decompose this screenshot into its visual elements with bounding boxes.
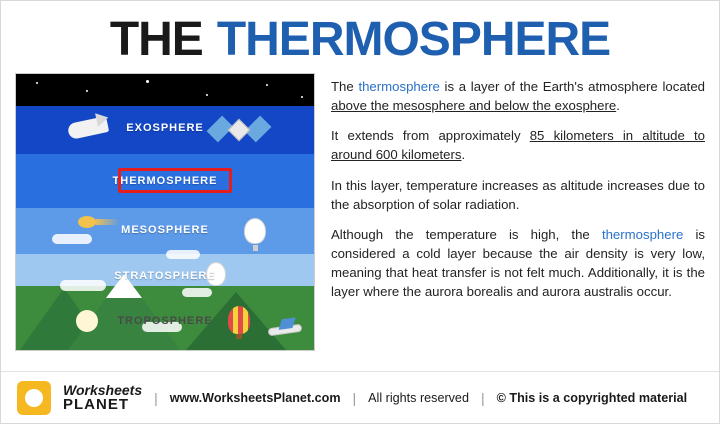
text-segment: is considered a cold layer because the air density is very low, meaning that heat transfer is not felt much. Additionally, it is the layer where the aurora borealis and aurora australis occur. bbox=[331, 226, 705, 300]
layer-label-exosphere: EXOSPHERE bbox=[126, 122, 204, 134]
text-segment: It extends from approximately bbox=[331, 128, 530, 144]
definition-text bbox=[331, 73, 705, 357]
layer-label-thermosphere: THERMOSPHERE bbox=[112, 175, 218, 187]
paragraph-3 bbox=[331, 176, 705, 214]
star-icon bbox=[86, 90, 88, 92]
title-word-the: THE bbox=[109, 12, 203, 66]
worksheets-planet-logo-icon bbox=[17, 381, 51, 415]
footer-site-url: www.WorksheetsPlanet.com bbox=[169, 390, 341, 405]
star-icon bbox=[266, 84, 268, 86]
footer-bar bbox=[1, 371, 719, 423]
footer-divider: | bbox=[352, 389, 357, 406]
star-icon bbox=[146, 80, 149, 83]
title-word-main: THERMOSPHERE bbox=[216, 12, 611, 66]
content-area bbox=[1, 73, 719, 357]
cloud-icon bbox=[182, 288, 212, 297]
brand-line-1: Worksheets bbox=[63, 381, 143, 398]
brand-line-2: PLANET bbox=[63, 395, 129, 413]
text-segment: is a layer of the Earth's atmosphere located bbox=[439, 79, 705, 94]
text-segment: . bbox=[616, 98, 620, 114]
footer-copyright: © This is a copyrighted material bbox=[496, 390, 688, 405]
footer-divider: | bbox=[480, 389, 485, 406]
layer-label-troposphere: TROPOSPHERE bbox=[117, 315, 213, 327]
thermosphere-highlight-box bbox=[118, 168, 232, 193]
star-icon bbox=[301, 96, 303, 98]
layer-label-stratosphere: STRATOSPHERE bbox=[114, 270, 216, 282]
cloud-icon bbox=[166, 250, 200, 259]
brand-logo bbox=[63, 383, 142, 413]
text-segment: above the mesosphere and below the exosphere bbox=[331, 98, 617, 114]
text-segment: thermosphere bbox=[601, 226, 684, 242]
text-segment: 85 kilometers in altitude to around 600 kilometers bbox=[331, 128, 705, 163]
star-icon bbox=[36, 82, 38, 84]
space-band bbox=[16, 74, 314, 106]
text-segment: In this layer, temperature increases as altitude increases due to the absorption of solar radiation. bbox=[331, 177, 705, 212]
text-segment: . bbox=[461, 147, 466, 163]
text-segment: thermosphere bbox=[358, 79, 440, 94]
footer-rights: All rights reserved bbox=[368, 390, 469, 405]
text-segment: The bbox=[331, 79, 359, 94]
page-title bbox=[1, 1, 719, 73]
text-segment: Although the temperature is high, the bbox=[331, 226, 602, 242]
paragraph-4 bbox=[331, 225, 705, 302]
atmosphere-layers-diagram bbox=[15, 73, 315, 351]
layer-label-mesosphere: MESOSPHERE bbox=[121, 224, 209, 236]
paragraph-1 bbox=[331, 77, 705, 115]
footer-divider: | bbox=[154, 389, 158, 406]
star-icon bbox=[206, 94, 208, 96]
paragraph-2 bbox=[331, 126, 705, 164]
